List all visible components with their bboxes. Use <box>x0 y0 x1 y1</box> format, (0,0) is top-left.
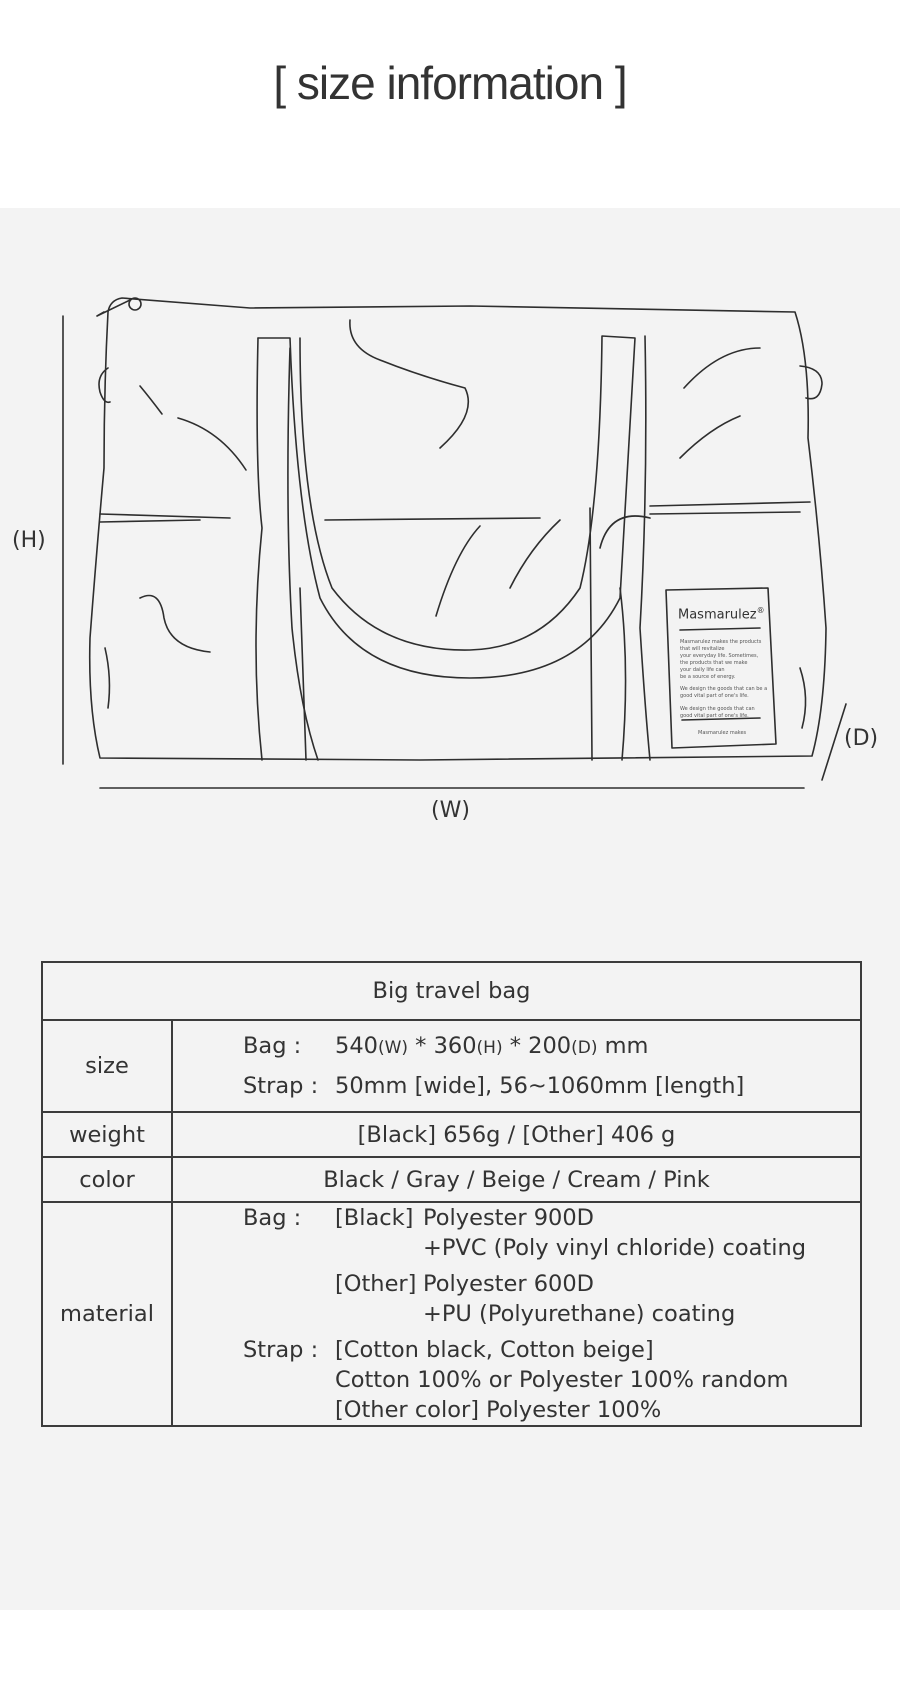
weight-value: [Black] 656g / [Other] 406 g <box>172 1112 861 1157</box>
size-label: size <box>42 1020 172 1112</box>
depth-label: (D) <box>844 726 879 751</box>
material-strap-key: Strap : <box>243 1337 319 1363</box>
black-material-2: +PVC (Poly vinyl chloride) coating <box>423 1235 806 1261</box>
color-value: Black / Gray / Beige / Cream / Pink <box>172 1157 861 1202</box>
size-panel <box>0 208 900 1610</box>
black-tag: [Black] <box>335 1205 414 1231</box>
svg-text:We design the goods that can: We design the goods that can <box>680 706 755 712</box>
size-row <box>42 1020 861 1112</box>
weight-label: weight <box>42 1112 172 1157</box>
other-material-2: +PU (Polyurethane) coating <box>423 1301 736 1327</box>
handle-left <box>258 336 635 678</box>
svg-text:that will revitalize: that will revitalize <box>680 646 725 652</box>
material-value <box>172 1202 861 1426</box>
svg-text:your daily life can: your daily life can <box>680 667 725 673</box>
page-title: [ size information ] <box>273 57 627 109</box>
bag-sketch <box>0 208 900 848</box>
depth-dimension-line <box>822 704 846 780</box>
width-label: (W) <box>431 798 470 823</box>
material-row <box>42 1202 861 1426</box>
height-label: (H) <box>12 528 46 553</box>
bag-key: Bag : <box>243 1033 302 1059</box>
strap-material-1: [Cotton black, Cotton beige] <box>335 1337 654 1363</box>
size-value <box>172 1020 861 1112</box>
svg-text:good vital part of one's life.: good vital part of one's life. <box>680 713 749 719</box>
svg-text:be a source of energy.: be a source of energy. <box>680 674 736 680</box>
table-header-row <box>42 962 861 1020</box>
strap-dimensions: 50mm [wide], 56~1060mm [length] <box>335 1073 745 1099</box>
svg-text:Masmarulez makes: Masmarulez makes <box>698 730 747 736</box>
strap-material-3: [Other color] Polyester 100% <box>335 1397 662 1423</box>
patch-brand-text: Masmarulez® <box>678 606 765 623</box>
svg-text:Masmarulez makes the products: Masmarulez makes the products <box>680 639 762 645</box>
spec-table <box>41 961 862 1427</box>
material-label: material <box>42 1202 172 1426</box>
color-label: color <box>42 1157 172 1202</box>
weight-row <box>42 1112 861 1157</box>
other-tag: [Other] <box>335 1271 417 1297</box>
strap-material-2: Cotton 100% or Polyester 100% random <box>335 1367 789 1393</box>
svg-text:We design the goods that can b: We design the goods that can be a <box>680 686 768 692</box>
black-material-1: Polyester 900D <box>423 1205 595 1231</box>
bag-dimensions: 540(W) * 360(H) * 200(D) mm <box>335 1033 649 1059</box>
material-bag-key: Bag : <box>243 1205 302 1231</box>
other-material-1: Polyester 600D <box>423 1271 595 1297</box>
svg-text:your everyday life. Sometimes,: your everyday life. Sometimes, <box>680 653 759 659</box>
table-header: Big travel bag <box>42 962 861 1020</box>
svg-text:good vital part of one's life.: good vital part of one's life. <box>680 693 749 699</box>
strap-key: Strap : <box>243 1073 319 1099</box>
svg-text:the products that we make: the products that we make <box>680 660 748 666</box>
color-row <box>42 1157 861 1202</box>
